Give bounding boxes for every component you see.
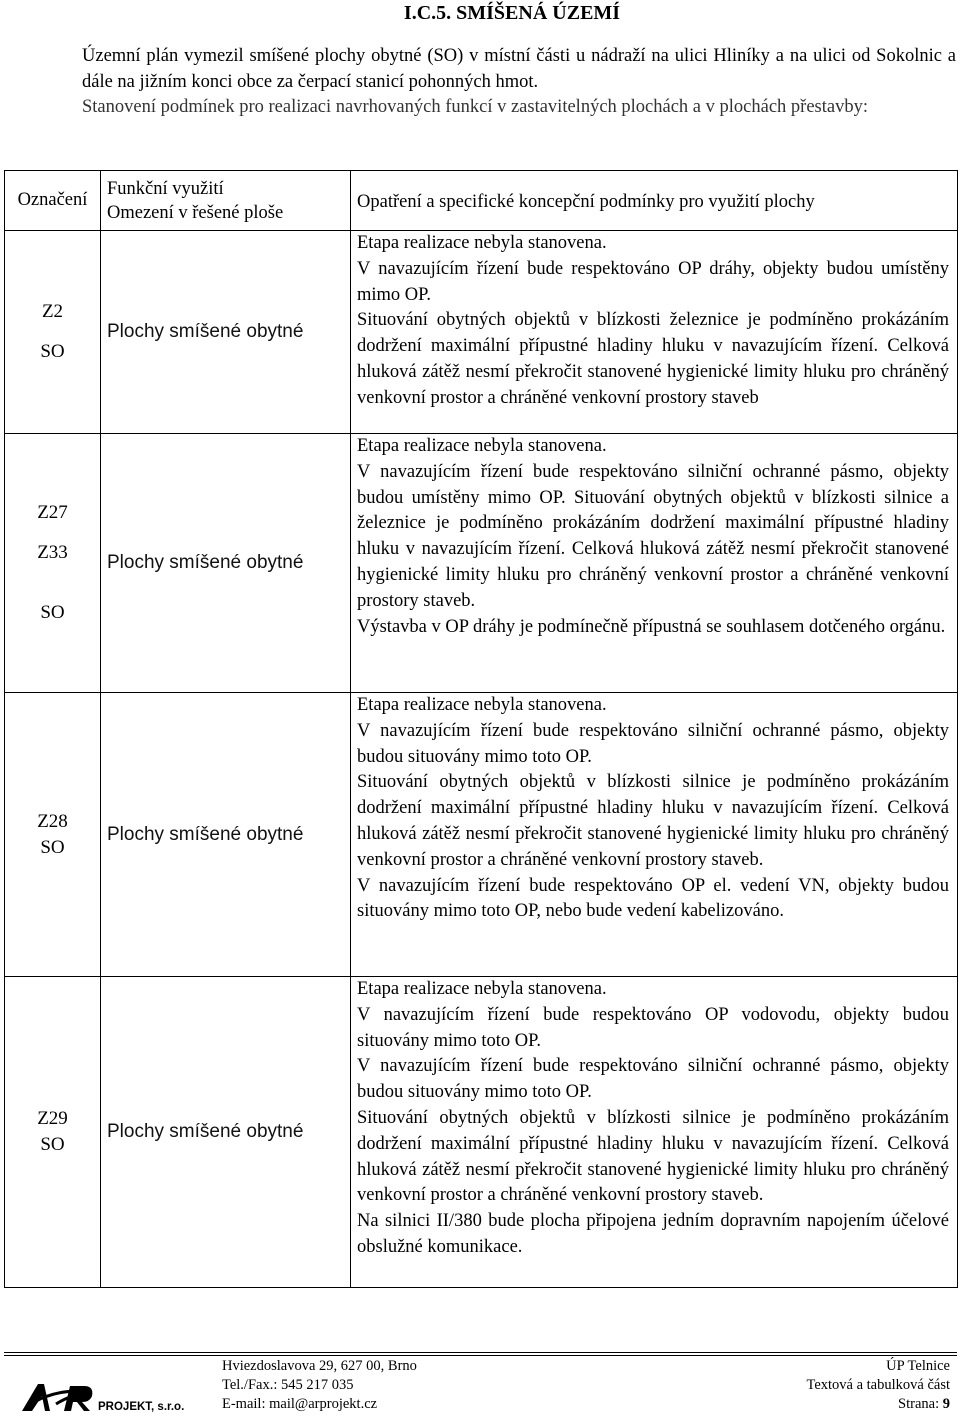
row-function: Plochy smíšené obytné	[101, 977, 351, 1288]
footer-right-block	[806, 1357, 950, 1414]
row-code: Z27	[37, 502, 68, 523]
header-function	[101, 171, 351, 231]
footer-email: E-mail: mail@arprojekt.cz	[222, 1396, 378, 1412]
row-code: SO	[40, 1134, 65, 1155]
condition-text: Výstavba v OP dráhy je podmínečně přípustná se souhlasem dotčeného orgánu.	[357, 616, 946, 637]
condition-text: V navazujícím řízení bude respektováno silniční ochranné pásmo, objekty budou umístěny mimo OP. Situování obytných objektů v blízkosti silnice a železnice je podmíněno prokázáním dodržení maximální přípustné hladiny hluku v navazujícím řízení. Celková hluková zátěž nesmí překročit stanovené hygienické limity hluku pro chráněný venkovní prostor a chráněné venkovní prostory staveb.	[357, 461, 949, 611]
footer-divider	[4, 1352, 957, 1353]
row-code: Z28	[37, 810, 68, 832]
row-conditions	[351, 434, 958, 693]
intro-text-1: Územní plán vymezil smíšené plochy obytné (SO) v místní části u nádraží na ulici Hliníky a na ulici od Sokolnic a dále na jižním konci obce za čerpací stanicí pohonných hmot.	[82, 46, 956, 92]
header-conditions: Opatření a specifické koncepční podmínky pro využití plochy	[351, 171, 958, 231]
footer-section-name: Textová a tabulková část	[806, 1377, 950, 1393]
condition-text: Etapa realizace nebyla stanovena.	[357, 979, 607, 999]
condition-text: Etapa realizace nebyla stanovena.	[357, 695, 607, 715]
page-heading: I.C.5. SMÍŠENÁ ÚZEMÍ	[403, 2, 621, 24]
footer-address-block	[222, 1357, 417, 1414]
condition-text: V navazujícím řízení bude respektováno silniční ochranné pásmo, objekty budou situovány mimo toto OP.	[357, 720, 949, 767]
condition-text: Na silnici II/380 bude plocha připojena jedním dopravním napojením účelové obslužné komunikace.	[357, 1211, 949, 1257]
conditions-table	[4, 170, 958, 1288]
header-function-line1: Funkční využití	[107, 178, 224, 199]
row-code: SO	[40, 836, 65, 858]
row-codes	[5, 231, 101, 434]
row-conditions	[351, 693, 958, 977]
table-header-row	[5, 171, 958, 231]
footer-address: Hviezdoslavova 29, 627 00, Brno	[222, 1358, 417, 1374]
row-codes	[5, 434, 101, 693]
condition-text: Etapa realizace nebyla stanovena.	[357, 436, 607, 456]
row-code: SO	[40, 341, 65, 362]
footer-phone: Tel./Fax.: 545 217 035	[222, 1377, 354, 1393]
condition-text: V navazujícím řízení bude respektováno OP dráhy, objekty budou umístěny mimo OP.	[357, 258, 949, 305]
table-row	[5, 693, 958, 977]
condition-text: Situování obytných objektů v blízkosti silnice je podmíněno prokázáním dodržení maximální přípustné hladiny hluku v navazujícím řízení. Celková hluková zátěž nesmí překročit stanovené hygienické limity hluku pro chráněný venkovní prostor a chráněné venkovní prostory staveb.	[357, 772, 949, 870]
condition-text: Situování obytných objektů v blízkosti silnice je podmíněno prokázáním dodržení maximální přípustné hladiny hluku v navazujícím řízení. Celková hluková zátěž nesmí překročit stanovené hygienické limity hluku pro chráněný venkovní prostor a chráněné venkovní prostory staveb.	[357, 1107, 949, 1206]
condition-text: Situování obytných objektů v blízkosti železnice je podmíněno prokázáním dodržení maximální přípustné hladiny hluku v navazujícím řízení. Celková hluková zátěž nesmí překročit stanovené hygienické limity hluku pro chráněný venkovní prostor a chráněné venkovní prostory staveb	[357, 310, 949, 408]
logo-text: PROJEKT, s.r.o.	[98, 1401, 185, 1413]
intro-paragraph-1	[6, 43, 956, 95]
row-function: Plochy smíšené obytné	[101, 434, 351, 693]
page-number: 9	[942, 1396, 950, 1412]
row-conditions	[351, 231, 958, 434]
row-code: SO	[40, 602, 65, 623]
row-code: Z29	[37, 1108, 68, 1129]
table-row	[5, 231, 958, 434]
company-logo	[20, 1378, 200, 1414]
header-designation: Označení	[5, 171, 101, 231]
row-codes	[5, 693, 101, 977]
intro-text-2: Stanovení podmínek pro realizaci navrhovaných funkcí v zastavitelných plochách a v plochách přestavby:	[82, 97, 868, 117]
logo-icon	[20, 1378, 200, 1414]
condition-text: Etapa realizace nebyla stanovena.	[357, 233, 607, 253]
page-label: Strana:	[898, 1396, 943, 1412]
footer-divider	[4, 1355, 957, 1356]
condition-text: V navazujícím řízení bude respektováno silniční ochranné pásmo, objekty budou situovány mimo toto OP.	[357, 1056, 949, 1103]
row-code: Z2	[41, 301, 64, 322]
table-row	[5, 977, 958, 1288]
table-row	[5, 434, 958, 693]
footer-document-name: ÚP Telnice	[886, 1358, 950, 1374]
row-function: Plochy smíšené obytné	[101, 231, 351, 434]
row-function: Plochy smíšené obytné	[101, 693, 351, 977]
row-codes	[5, 977, 101, 1288]
intro-paragraph-2	[6, 94, 956, 120]
footer-page	[806, 1395, 950, 1414]
row-code: Z33	[37, 542, 68, 563]
row-conditions	[351, 977, 958, 1288]
header-function-line2: Omezení v řešené ploše	[107, 202, 284, 223]
condition-text: V navazujícím řízení bude respektováno OP el. vedení VN, objekty budou situovány mimo toto OP, nebo bude vedení kabelizováno.	[357, 875, 949, 922]
condition-text: V navazujícím řízení bude respektováno OP vodovodu, objekty budou situovány mimo toto OP.	[357, 1004, 949, 1051]
